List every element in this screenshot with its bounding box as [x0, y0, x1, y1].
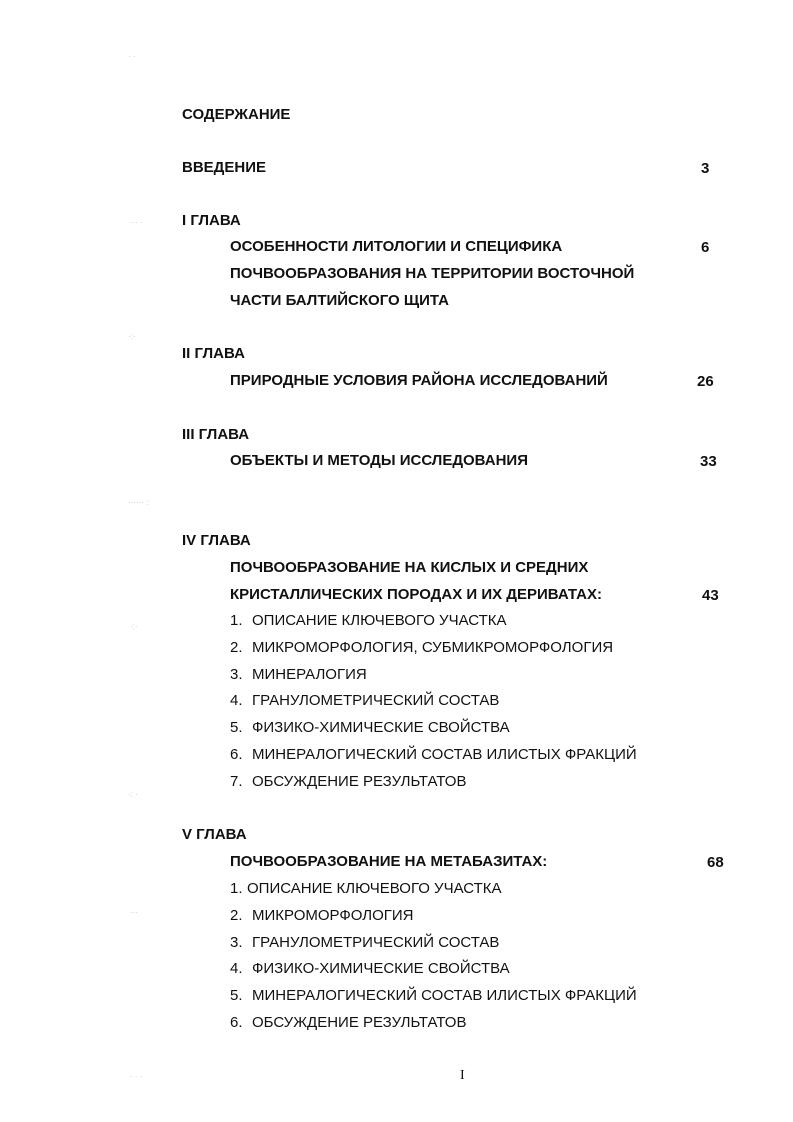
chapter-5-item: 3. ГРАНУЛОМЕТРИЧЕСКИЙ СОСТАВ — [230, 934, 500, 951]
scan-speck: ·:· — [128, 332, 136, 341]
chapter-1-page: 6 — [701, 239, 710, 256]
chapter-4-item: 6. МИНЕРАЛОГИЧЕСКИЙ СОСТАВ ИЛИСТЫХ ФРАКЦИЙ — [230, 746, 637, 763]
chapter-4-item: 1. ОПИСАНИЕ КЛЮЧЕВОГО УЧАСТКА — [230, 612, 507, 629]
chapter-5-title: ПОЧВООБРАЗОВАНИЕ НА МЕТАБАЗИТАХ: — [230, 853, 548, 870]
toc-intro-page: 3 — [701, 160, 710, 177]
footer-page-number: I — [460, 1068, 465, 1083]
chapter-5-item: 1. ОПИСАНИЕ КЛЮЧЕВОГО УЧАСТКА — [230, 880, 502, 897]
scan-speck: · · — [128, 52, 136, 61]
chapter-4-page: 43 — [702, 587, 719, 604]
chapter-3-heading: III ГЛАВА — [182, 426, 250, 443]
chapter-1-title-line: ЧАСТИ БАЛТИЙСКОГО ЩИТА — [230, 292, 449, 309]
chapter-5-item: 2. МИКРОМОРФОЛОГИЯ — [230, 907, 414, 924]
chapter-2-heading: II ГЛАВА — [182, 345, 245, 362]
chapter-5-page: 68 — [707, 854, 724, 871]
chapter-4-item: 7. ОБСУЖДЕНИЕ РЕЗУЛЬТАТОВ — [230, 773, 467, 790]
toc-intro-label: ВВЕДЕНИЕ — [182, 159, 266, 176]
chapter-5-heading: V ГЛАВА — [182, 826, 247, 843]
chapter-5-item: 4. ФИЗИКО-ХИМИЧЕСКИЕ СВОЙСТВА — [230, 960, 510, 977]
chapter-4-item: 5. ФИЗИКО-ХИМИЧЕСКИЕ СВОЙСТВА — [230, 719, 510, 736]
chapter-3-page: 33 — [700, 453, 717, 470]
chapter-1-title-line: ПОЧВООБРАЗОВАНИЯ НА ТЕРРИТОРИИ ВОСТОЧНОЙ — [230, 265, 635, 282]
chapter-2-page: 26 — [697, 373, 714, 390]
chapter-4-title-line: ПОЧВООБРАЗОВАНИЕ НА КИСЛЫХ И СРЕДНИХ — [230, 559, 589, 576]
scan-speck: ······ : — [128, 498, 149, 507]
scan-speck: ·:· — [130, 622, 138, 631]
chapter-4-title-line: КРИСТАЛЛИЧЕСКИХ ПОРОДАХ И ИХ ДЕРИВАТАХ: — [230, 586, 602, 603]
scan-speck: ··· · — [130, 218, 143, 227]
chapter-1-heading: I ГЛАВА — [182, 212, 241, 229]
scan-speck: ··· — [130, 908, 138, 917]
chapter-3-title: ОБЪЕКТЫ И МЕТОДЫ ИССЛЕДОВАНИЯ — [230, 452, 528, 469]
scan-speck: ·: · — [128, 790, 138, 799]
toc-title: СОДЕРЖАНИЕ — [182, 106, 291, 123]
chapter-5-item: 5. МИНЕРАЛОГИЧЕСКИЙ СОСТАВ ИЛИСТЫХ ФРАКЦИЙ — [230, 987, 637, 1004]
chapter-4-item: 2. МИКРОМОРФОЛОГИЯ, СУБМИКРОМОРФОЛОГИЯ — [230, 639, 614, 656]
chapter-4-item: 3. МИНЕРАЛОГИЯ — [230, 666, 367, 683]
chapter-5-item: 6. ОБСУЖДЕНИЕ РЕЗУЛЬТАТОВ — [230, 1014, 467, 1031]
chapter-1-title-line: ОСОБЕННОСТИ ЛИТОЛОГИИ И СПЕЦИФИКА — [230, 238, 563, 255]
chapter-4-heading: IV ГЛАВА — [182, 532, 251, 549]
chapter-2-title: ПРИРОДНЫЕ УСЛОВИЯ РАЙОНА ИССЛЕДОВАНИЙ — [230, 372, 608, 389]
chapter-4-item: 4. ГРАНУЛОМЕТРИЧЕСКИЙ СОСТАВ — [230, 692, 500, 709]
scan-speck: · · · — [130, 1072, 143, 1081]
